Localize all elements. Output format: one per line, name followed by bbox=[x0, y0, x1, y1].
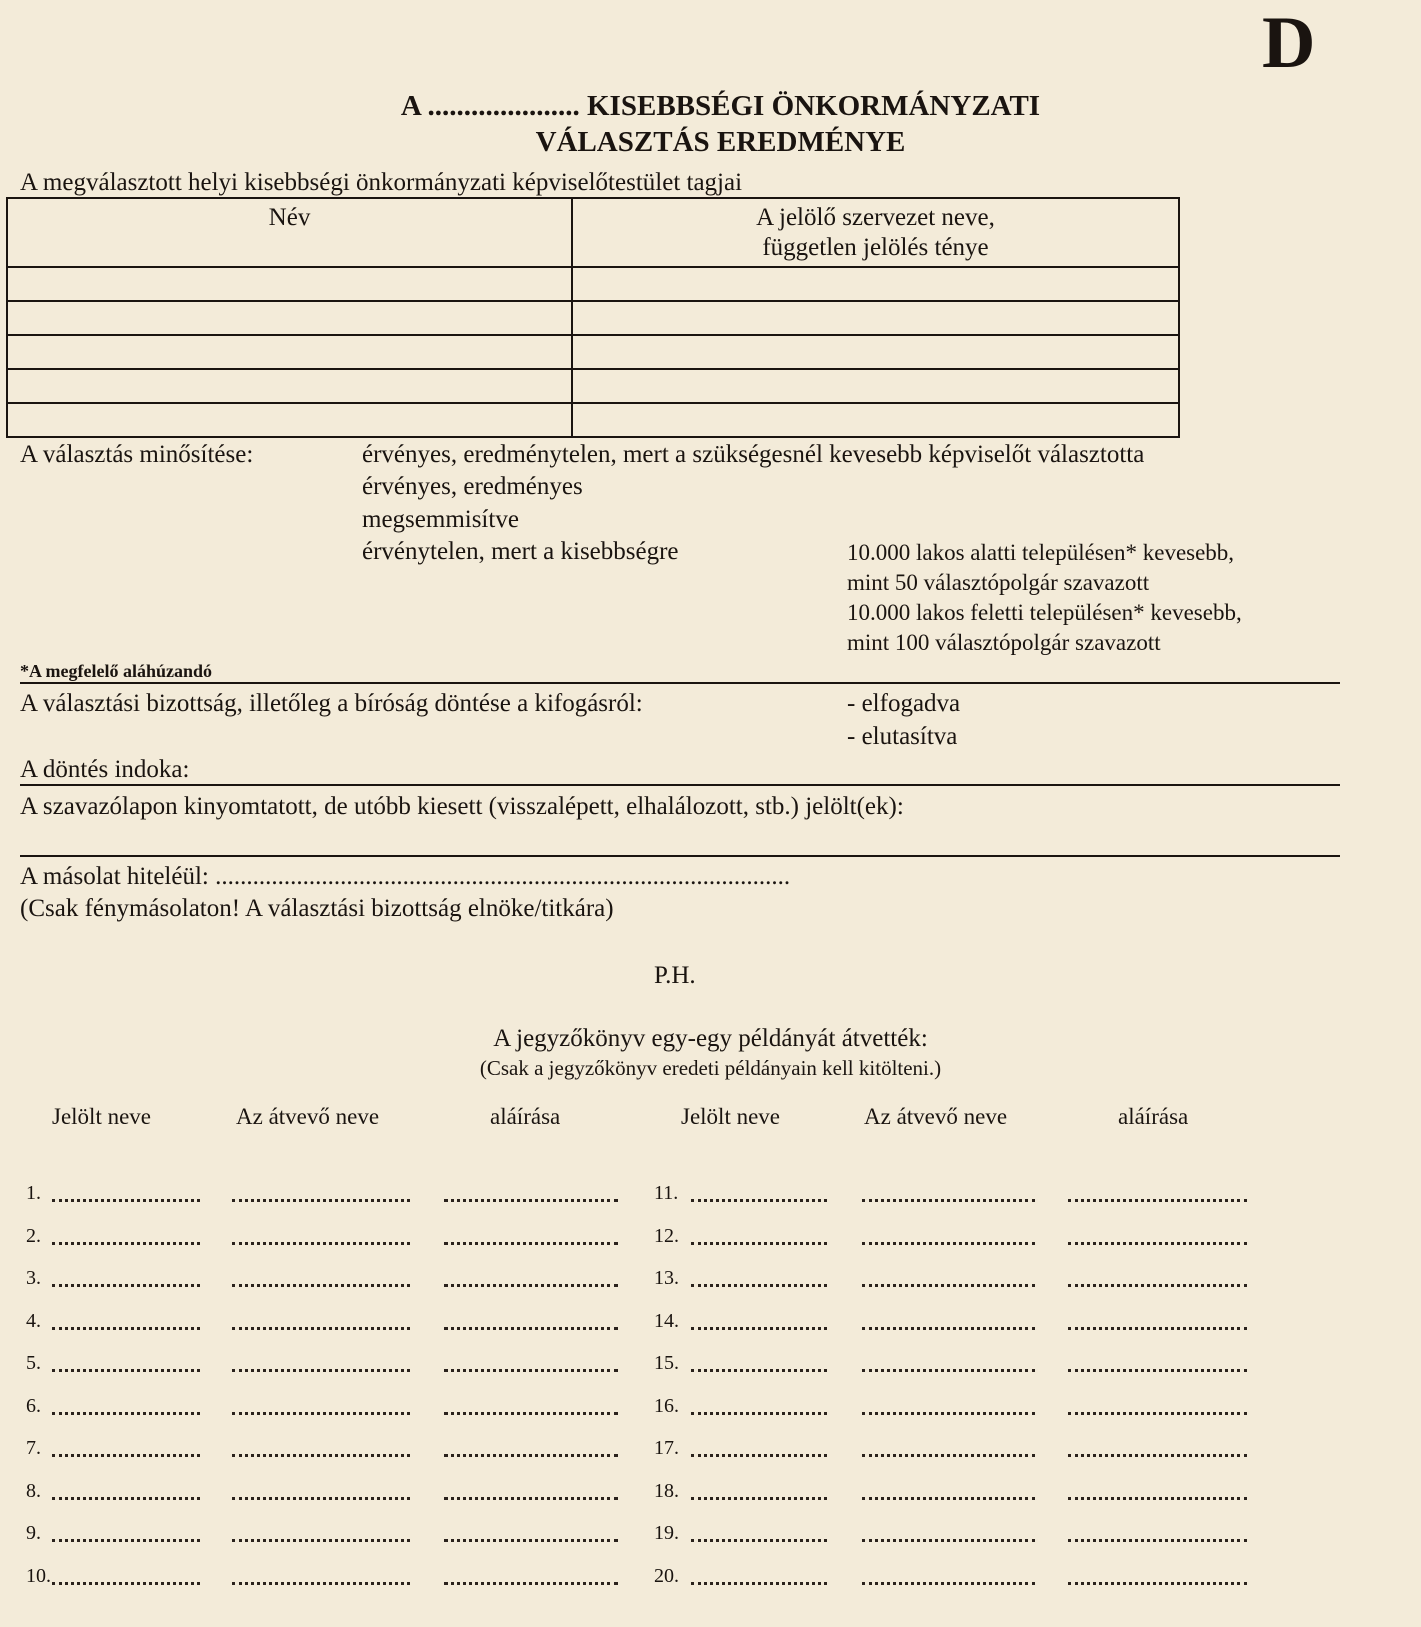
member-name-cell[interactable] bbox=[7, 369, 572, 403]
signature-field[interactable] bbox=[1068, 1497, 1247, 1500]
signature-field[interactable] bbox=[1068, 1539, 1247, 1542]
receiver-name-field[interactable] bbox=[862, 1284, 1035, 1287]
signature-row bbox=[0, 1353, 1421, 1379]
member-row bbox=[7, 403, 1179, 437]
signature-row bbox=[0, 1566, 1421, 1592]
row-number: 7. bbox=[26, 1437, 41, 1459]
organization-header-line2: független jelölés ténye bbox=[762, 234, 989, 261]
row-number: 12. bbox=[654, 1224, 679, 1247]
member-organization-cell[interactable] bbox=[572, 267, 1179, 301]
name-column-header: Név bbox=[7, 198, 572, 267]
member-organization-cell[interactable] bbox=[572, 301, 1179, 335]
signature-row bbox=[0, 1226, 1421, 1252]
signature-row bbox=[0, 1438, 1421, 1464]
receiver-name-field[interactable] bbox=[862, 1327, 1035, 1330]
divider bbox=[20, 855, 1340, 857]
receiver-name-field[interactable] bbox=[862, 1582, 1035, 1585]
candidate-name-field[interactable] bbox=[691, 1539, 827, 1542]
row-number: 15. bbox=[654, 1352, 679, 1374]
member-organization-cell[interactable] bbox=[572, 403, 1179, 437]
row-number: 13. bbox=[654, 1267, 679, 1289]
receiver-name-field[interactable] bbox=[862, 1199, 1035, 1202]
receiver-name-field[interactable] bbox=[862, 1369, 1035, 1372]
row-number: 5. bbox=[26, 1352, 41, 1374]
row-number: 16. bbox=[654, 1394, 679, 1417]
received-note: (Csak a jegyzőkönyv eredeti példányain kell kitölteni.) bbox=[479, 1056, 942, 1080]
candidate-name-field[interactable] bbox=[691, 1582, 827, 1585]
members-table bbox=[6, 197, 1180, 438]
member-name-cell[interactable] bbox=[7, 267, 572, 301]
member-name-cell[interactable] bbox=[7, 301, 572, 335]
candidate-name-field[interactable] bbox=[691, 1284, 827, 1287]
decision-rejected: - elutasítva bbox=[847, 723, 958, 750]
qualification-sub1-line2: mint 50 választópolgár szavazott bbox=[847, 570, 1150, 595]
signature-header: aláírása bbox=[1118, 1104, 1189, 1129]
member-row bbox=[7, 301, 1179, 335]
qualification-option-3: megsemmisítve bbox=[362, 506, 519, 533]
receiver-name-field[interactable] bbox=[862, 1497, 1035, 1500]
signature-field[interactable] bbox=[1068, 1327, 1247, 1330]
row-number: 10. bbox=[26, 1564, 51, 1587]
row-number: 9. bbox=[26, 1522, 41, 1544]
reason-label: A döntés indoka: bbox=[20, 756, 190, 783]
receiver-name-field[interactable] bbox=[862, 1412, 1035, 1415]
signature-field[interactable] bbox=[1068, 1242, 1247, 1245]
signature-header: aláírása bbox=[490, 1104, 561, 1129]
form-title-line2: VÁLASZTÁS EREDMÉNYE bbox=[535, 126, 906, 158]
signature-row bbox=[0, 1268, 1421, 1294]
signature-field[interactable] bbox=[1068, 1582, 1247, 1585]
receiver-name-field[interactable] bbox=[862, 1454, 1035, 1457]
divider bbox=[20, 682, 1340, 684]
members-heading: A megválasztott helyi kisebbségi önkormányzati képviselőtestület tagjai bbox=[20, 169, 743, 196]
row-number: 6. bbox=[26, 1394, 41, 1417]
divider bbox=[20, 784, 1340, 786]
candidate-name-field[interactable] bbox=[691, 1454, 827, 1457]
member-row bbox=[7, 267, 1179, 301]
signature-row bbox=[0, 1481, 1421, 1507]
signature-row bbox=[0, 1183, 1421, 1209]
qualification-option-4: érvénytelen, mert a kisebbségre bbox=[362, 538, 679, 565]
row-number: 11. bbox=[654, 1182, 679, 1204]
signature-field[interactable] bbox=[1068, 1199, 1247, 1202]
row-number: 4. bbox=[26, 1309, 41, 1332]
received-heading: A jegyzőkönyv egy-egy példányát átvették: bbox=[493, 1025, 928, 1052]
qualification-label: A választás minősítése: bbox=[20, 441, 254, 468]
signature-field[interactable] bbox=[1068, 1284, 1247, 1287]
candidate-name-field[interactable] bbox=[691, 1497, 827, 1500]
signature-row bbox=[0, 1523, 1421, 1549]
member-row bbox=[7, 369, 1179, 403]
signature-row bbox=[0, 1396, 1421, 1422]
footnote: *A megfelelő aláhúzandó bbox=[20, 661, 212, 681]
dropped-candidates-label: A szavazólapon kinyomtatott, de utóbb kiesett (visszalépett, elhalálozott, stb.) jelölt(ek): bbox=[20, 793, 904, 820]
decision-label: A választási bizottság, illetőleg a bíróság döntése a kifogásról: bbox=[20, 690, 643, 717]
copy-note: (Csak fénymásolaton! A választási bizottság elnöke/titkára) bbox=[20, 895, 614, 922]
row-number: 14. bbox=[654, 1309, 679, 1332]
candidate-name-header: Jelölt neve bbox=[681, 1104, 780, 1129]
row-number: 1. bbox=[26, 1182, 41, 1204]
receiver-name-header: Az átvevő neve bbox=[864, 1104, 1008, 1129]
qualification-option-1: érvényes, eredménytelen, mert a szükségesnél kevesebb képviselőt választotta bbox=[362, 441, 1145, 468]
signature-field[interactable] bbox=[1068, 1412, 1247, 1415]
candidate-name-field[interactable] bbox=[691, 1369, 827, 1372]
receiver-name-field[interactable] bbox=[862, 1242, 1035, 1245]
signature-field[interactable] bbox=[1068, 1369, 1247, 1372]
organization-column-header bbox=[572, 198, 1179, 267]
qualification-sub1-line1: 10.000 lakos alatti településen* kevesebb, bbox=[847, 540, 1235, 565]
row-number: 17. bbox=[654, 1437, 679, 1459]
copy-certification: A másolat hiteléül: ............................................................................................ bbox=[20, 863, 791, 890]
member-name-cell[interactable] bbox=[7, 335, 572, 369]
signature-row bbox=[0, 1311, 1421, 1337]
signature-field[interactable] bbox=[1068, 1454, 1247, 1457]
organization-header-line1: A jelölő szervezet neve, bbox=[756, 204, 995, 231]
qualification-sub2-line2: mint 100 választópolgár szavazott bbox=[847, 630, 1161, 655]
member-organization-cell[interactable] bbox=[572, 369, 1179, 403]
stamp-placeholder: P.H. bbox=[654, 962, 696, 989]
candidate-name-field[interactable] bbox=[691, 1327, 827, 1330]
candidate-name-field[interactable] bbox=[691, 1412, 827, 1415]
qualification-option-2: érvényes, eredményes bbox=[362, 473, 583, 500]
row-number: 20. bbox=[654, 1564, 679, 1587]
row-number: 8. bbox=[26, 1479, 41, 1502]
member-row bbox=[7, 335, 1179, 369]
row-number: 18. bbox=[654, 1479, 679, 1502]
row-number: 3. bbox=[26, 1267, 41, 1289]
decision-accepted: - elfogadva bbox=[847, 690, 961, 717]
form-title-line1: A ..................... KISEBBSÉGI ÖNKORMÁNYZATI bbox=[400, 90, 1041, 122]
member-name-cell[interactable] bbox=[7, 403, 572, 437]
candidate-name-field[interactable] bbox=[691, 1199, 827, 1202]
qualification-sub2-line1: 10.000 lakos feletti településen* kevesebb, bbox=[847, 600, 1242, 625]
candidate-name-field[interactable] bbox=[691, 1242, 827, 1245]
row-number: 2. bbox=[26, 1224, 41, 1247]
receiver-name-header: Az átvevő neve bbox=[236, 1104, 380, 1129]
row-number: 19. bbox=[654, 1522, 679, 1544]
candidate-name-header: Jelölt neve bbox=[52, 1104, 151, 1129]
receiver-name-field[interactable] bbox=[862, 1539, 1035, 1542]
members-table-header bbox=[7, 198, 1179, 267]
form-letter: D bbox=[1262, 2, 1316, 84]
member-organization-cell[interactable] bbox=[572, 335, 1179, 369]
